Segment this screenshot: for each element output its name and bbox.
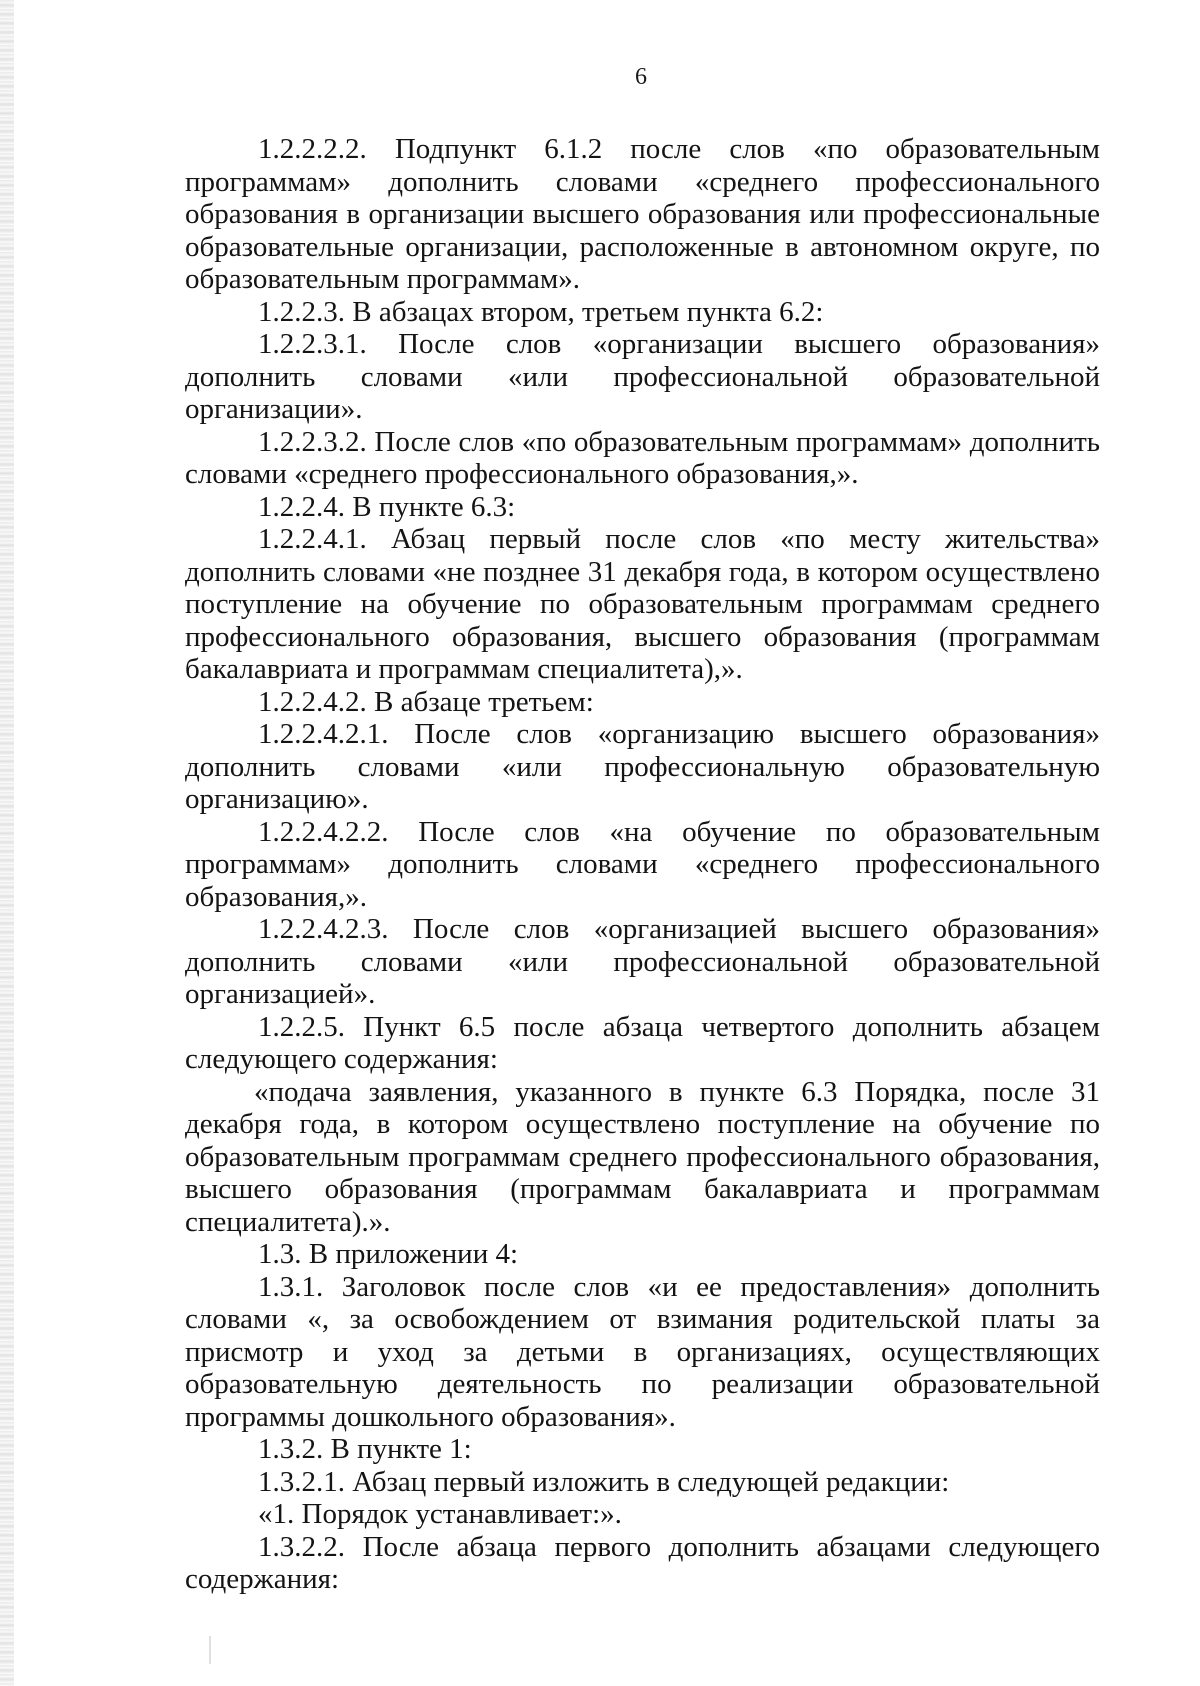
document-body (185, 133, 1100, 1596)
paragraph-1-2-2-3-2: 1.2.2.3.2. После слов «по образовательным программам» дополнить словами «среднего профессионального образования,». (185, 425, 1100, 490)
paragraph-1-3-2: 1.3.2. В пункте 1: (258, 1433, 472, 1465)
paragraph-1-3: 1.3. В приложении 4: (258, 1238, 519, 1270)
page-number: 6 (635, 64, 647, 90)
paragraph-1-2-2-4-2: 1.2.2.4.2. В абзаце третьем: (258, 685, 594, 718)
paragraph-1-2-2-4-2-2: 1.2.2.4.2.2. После слов «на обучение по образовательным программам» дополнить словами «среднего профессионального образования,». (185, 815, 1100, 913)
paragraph-1-3-2-2: 1.3.2.2. После абзаца первого дополнить абзацами следующего содержания: (185, 1530, 1100, 1595)
paragraph-1-2-2-4-2-1: 1.2.2.4.2.1. После слов «организацию высшего образования» дополнить словами «или профессиональную образовательную организацию». (185, 718, 1100, 815)
paragraph-quoted-order: «1. Порядок устанавливает:». (258, 1498, 622, 1530)
scan-mark (209, 1636, 211, 1664)
paragraph-1-2-2-5: 1.2.2.5. Пункт 6.5 после абзаца четвертого дополнить абзацем следующего содержания: (185, 1010, 1100, 1075)
paragraph-1-3-2-1: 1.3.2.1. Абзац первый изложить в следующей редакции: (258, 1465, 950, 1498)
paragraph-1-2-2-4-1: 1.2.2.4.1. Абзац первый после слов «по месту жительства» дополнить словами «не позднее 31 декабря года, в котором осуществлено поступление на обучение по образовательным программам среднего профессионального образования, высшего образования (программам бакалавриата и программам специалитета),». (185, 523, 1100, 685)
paragraph-quoted-text: «подача заявления, указанного в пункте 6.3 Порядка, после 31 декабря года, в котором осуществлено поступление на обучение по образовательным программам среднего профессионального образования, высшего образования (программам бакалавриата и программам специалитета).». (185, 1075, 1100, 1238)
paragraph-1-3-1: 1.3.1. Заголовок после слов «и ее предоставления» дополнить словами «, за освобождением от взимания родительской платы за присмотр и уход за детьми в организациях, осуществляющих образовательную деятельность по реализации образовательной программы дошкольного образования». (185, 1270, 1100, 1433)
paragraph-1-2-2-3: 1.2.2.3. В абзацах втором, третьем пункта 6.2: (258, 295, 824, 328)
paragraph-1-2-2-4-2-3: 1.2.2.4.2.3. После слов «организацией высшего образования» дополнить словами «или профессиональной образовательной организацией». (185, 913, 1100, 1010)
paragraph-1-2-2-2-2: 1.2.2.2.2. Подпункт 6.1.2 после слов «по образовательным программам» дополнить словами «среднего профессионального образования в организации высшего образования или профессиональные образовательные организации, расположенные в автономном округе, по образовательным программам». (185, 133, 1100, 295)
paragraph-1-2-2-4: 1.2.2.4. В пункте 6.3: (258, 490, 516, 523)
paragraph-1-2-2-3-1: 1.2.2.3.1. После слов «организации высшего образования» дополнить словами «или профессиональной образовательной организации». (185, 328, 1100, 425)
scan-edge-artifact (0, 0, 14, 1686)
